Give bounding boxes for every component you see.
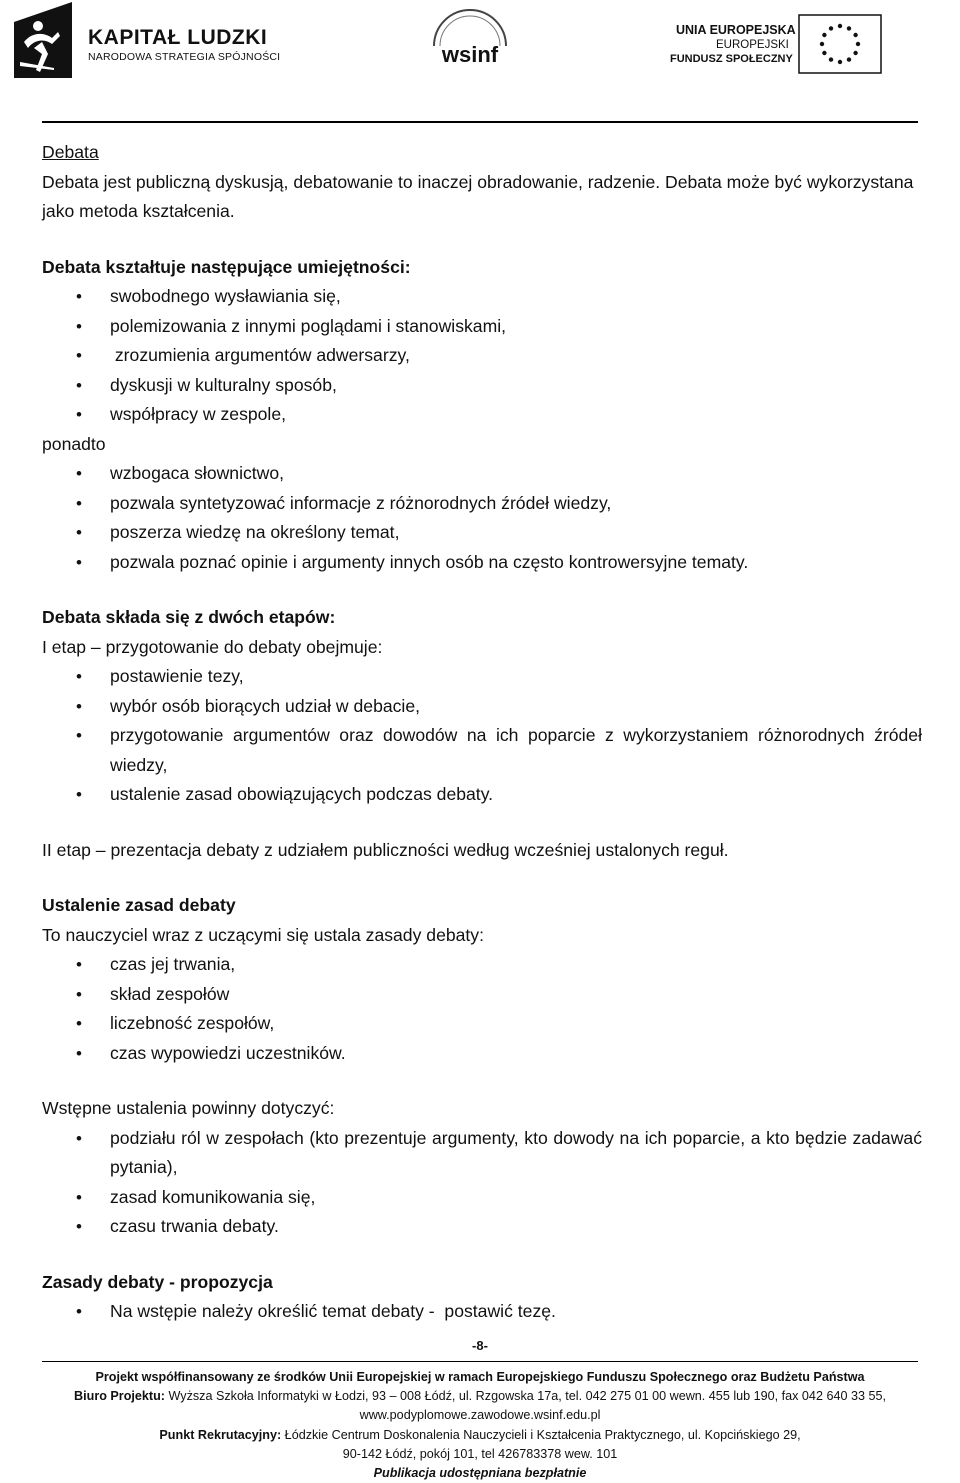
footer-project-line: Projekt współfinansowany ze środków Unii Europejskiej w ramach Europejskiego Funduszu Społecznego oraz Budżetu Państwa: [95, 1370, 865, 1384]
list-item: • czasu trwania debaty.: [42, 1212, 922, 1242]
stage1-intro: I etap – przygotowanie do debaty obejmuje:: [42, 636, 383, 657]
list-item: • liczebność zespołów,: [42, 1009, 922, 1039]
eu-line-2: EUROPEJSKI: [716, 39, 789, 51]
page-footer: [30, 1368, 930, 1483]
section-heading-debata: Debata: [42, 142, 99, 162]
list-item: • zrozumienia argumentów adwersarzy,: [42, 341, 922, 371]
eu-line-3: FUNDUSZ SPOŁECZNY: [670, 53, 793, 65]
list-item: • przygotowanie argumentów oraz dowodów na ich poparcie z wykorzystaniem różnorodnych źródeł wiedzy,: [42, 721, 922, 780]
list-item: • dyskusji w kulturalny sposób,: [42, 371, 922, 401]
list-item: • wzbogaca słownictwo,: [42, 459, 922, 489]
skills-heading: Debata kształtuje następujące umiejętności:: [42, 256, 411, 277]
list-item: • zasad komunikowania się,: [42, 1183, 922, 1213]
footer-address-line: 90-142 Łódź, pokój 101, tel 426783378 wew. 101: [342, 1446, 618, 1461]
preliminary-intro: Wstępne ustalenia powinny dotyczyć:: [42, 1098, 335, 1118]
kapital-ludzki-logo-icon: [14, 2, 72, 78]
footer-office-label: Biuro Projektu:: [74, 1389, 165, 1404]
rules-list: [42, 950, 922, 1068]
list-item: • ustalenie zasad obowiązujących podczas debaty.: [42, 780, 922, 810]
footer-office-text: Wyższa Szkoła Informatyki w Łodzi, 93 – 008 Łódź, ul. Rzgowska 17a, tel. 042 275 01 00 wewn. 455 lub 190, fax 042 640 33 55,: [165, 1389, 886, 1404]
stage1-list: [42, 662, 922, 810]
document-body: [42, 138, 922, 1327]
footer-office-line: [30, 1387, 930, 1406]
list-item: • czas jej trwania,: [42, 950, 922, 980]
additionally-label: ponadto: [42, 433, 106, 454]
footer-recruitment-line: [30, 1426, 930, 1445]
list-item: • wybór osób biorących udział w debacie,: [42, 692, 922, 722]
footer-recruitment-label: Punkt Rekrutacyjny:: [159, 1427, 282, 1442]
kapital-ludzki-subtitle: NARODOWA STRATEGIA SPÓJNOŚCI: [88, 51, 281, 63]
footer-recruitment-text: Łódzkie Centrum Doskonalenia Nauczycieli i Kształcenia Praktycznego, ul. Kopcińskiego 29,: [281, 1427, 801, 1442]
list-item: • swobodnego wysławiania się,: [42, 282, 922, 312]
list-item: • postawienie tezy,: [42, 662, 922, 692]
list-item: • współpracy w zespole,: [42, 400, 922, 430]
list-item: • polemizowania z innymi poglądami i stanowiskami,: [42, 312, 922, 342]
list-item: • skład zespołów: [42, 980, 922, 1010]
debate-definition: Debata jest publiczną dyskusją, debatowanie to inaczej obradowanie, radzenie. Debata może być wykorzystana jako metoda kształcenia.: [42, 171, 914, 221]
footer-divider: [42, 1361, 918, 1362]
proposal-list: [42, 1297, 922, 1327]
list-item: • podziału ról w zespołach (kto prezentuje argumenty, kto dowody na ich poparcie, a kto będzie zadawać pytania),: [42, 1124, 922, 1183]
rules-intro: To nauczyciel wraz z uczącymi się ustala zasady debaty:: [42, 924, 484, 945]
list-item: • pozwala syntetyzować informacje z różnorodnych źródeł wiedzy,: [42, 489, 922, 519]
footer-website: www.podyplomowe.zawodowe.wsinf.edu.pl: [359, 1408, 601, 1423]
stages-heading: Debata składa się z dwóch etapów:: [42, 607, 336, 627]
rules-heading: Ustalenie zasad debaty: [42, 895, 236, 915]
footer-free-publication: Publikacja udostępniana bezpłatnie: [373, 1466, 587, 1481]
eu-line-1: UNIA EUROPEJSKA: [676, 23, 796, 37]
skills-list: [42, 282, 922, 430]
kapital-ludzki-title: KAPITAŁ LUDZKI: [88, 26, 268, 49]
list-item: • pozwala poznać opinie i argumenty innych osób na często kontrowersyjne tematy.: [42, 548, 922, 578]
eu-flag-icon: [798, 14, 882, 74]
stage2-text: II etap – prezentacja debaty z udziałem publiczności według wcześniej ustalonych reguł.: [42, 839, 729, 860]
proposal-heading: Zasady debaty - propozycja: [42, 1271, 273, 1292]
wsinf-logo-icon: [420, 6, 520, 76]
svg-text:wsinf: wsinf: [441, 42, 499, 67]
header-divider: [42, 121, 918, 123]
page-header: [0, 0, 960, 122]
list-item: • Na wstępie należy określić temat debaty - postawić tezę.: [42, 1297, 922, 1327]
extra-skills-list: [42, 459, 922, 577]
page-number: -8-: [472, 1338, 488, 1353]
list-item: • czas wypowiedzi uczestników.: [42, 1039, 922, 1069]
list-item: • poszerza wiedzę na określony temat,: [42, 518, 922, 548]
preliminary-list: [42, 1124, 922, 1242]
